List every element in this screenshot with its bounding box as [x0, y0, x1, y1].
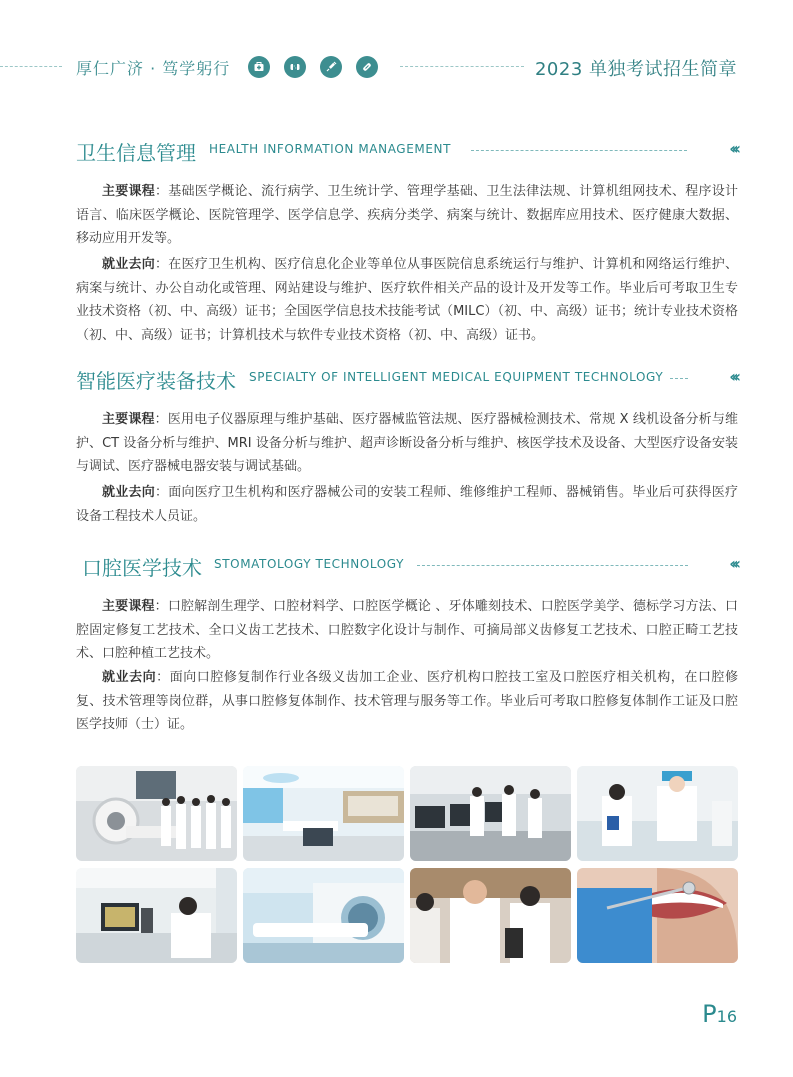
section-title-cn: 口腔医学技术 [82, 556, 202, 580]
photo-grid [76, 766, 738, 964]
section-stomatology-technology [0, 552, 793, 582]
courses-label: 主要课程 [102, 184, 156, 199]
courses-label: 主要课程 [102, 599, 155, 614]
photo-mri-scanner [243, 868, 404, 963]
courses-text: ：基础医学概论、流行病学、卫生统计学、管理学基础、卫生法律法规、计算机组网技术、程序设计语言、临床医学概论、医院管理学、医学信息学、疾病分类学、病案与统计、数据库应用技术、医疗健康大数据、移动应用开发等。 [76, 184, 738, 246]
chevron-left-icon: ‹‹‹ [729, 139, 737, 158]
section-title-en: HEALTH INFORMATION MANAGEMENT [209, 142, 452, 156]
section-divider [471, 150, 687, 151]
section-title-cn: 智能医疗装备技术 [76, 369, 236, 393]
section-divider [670, 378, 688, 379]
employment-label: 就业去向 [102, 670, 157, 685]
section-title-en: SPECIALTY OF INTELLIGENT MEDICAL EQUIPMENT TECHNOLOGY [249, 370, 664, 384]
courses-paragraph [76, 595, 738, 666]
section-heading [0, 365, 793, 395]
employment-label: 就业去向 [102, 257, 156, 272]
section-title-cn: 卫生信息管理 [76, 141, 196, 165]
employment-label: 就业去向 [102, 485, 156, 500]
page-number-value: 16 [716, 1007, 737, 1026]
bandage-icon [284, 56, 306, 78]
courses-text: ：医用电子仪器原理与维护基础、医疗器械监管法规、医疗器械检测技术、常规 X 线机设备分析与维护、CT 设备分析与维护、MRI 设备分析与维护、超声诊断设备分析与维护、核医学技术及设备、大型医疗设备安装与调试、医疗器械电器安装与调试基础。 [76, 412, 738, 474]
employment-paragraph [76, 666, 738, 737]
header-title: 2023 单独考试招生简章 [534, 59, 737, 80]
section-divider [417, 565, 688, 566]
pill-icon [356, 56, 378, 78]
syringe-icon [320, 56, 342, 78]
header-icon-row [248, 56, 378, 78]
photo-computer-lab [410, 766, 571, 861]
header-motto: 厚仁广济 · 笃学躬行 [76, 59, 231, 78]
chevron-left-icon: ‹‹‹ [729, 367, 737, 386]
page-number-prefix: P [702, 1000, 717, 1028]
header-divider-mid [400, 66, 524, 67]
photo-simulation-lab [243, 766, 404, 861]
courses-text: ：口腔解剖生理学、口腔材料学、口腔医学概论 、牙体雕刻技术、口腔医学美学、德标学习方法、口腔固定修复工艺技术、全口义齿工艺技术、口腔数字化设计与制作、可摘局部义齿修复工艺技术、口腔正畸工艺技术、口腔种植工艺技术。 [76, 599, 738, 661]
section-heading [0, 552, 793, 582]
photo-ct-lab-students [76, 766, 237, 861]
header-divider-left [0, 66, 62, 67]
employment-paragraph [76, 253, 738, 347]
employment-text: ：面向医疗卫生机构和医疗器械公司的安装工程师、维修维护工程师、器械销售。毕业后可获得医疗设备工程技术人员证。 [76, 485, 738, 524]
photo-dental-mirror [577, 868, 738, 963]
employment-text: ：在医疗卫生机构、医疗信息化企业等单位从事医院信息系统运行与维护、计算机和网络运行维护、病案与统计、办公自动化或管理、网站建设与维护、医疗软件相关产品的设计及开发等工作。毕业后可考取卫生专业技术资格（初、中、高级）证书；全国医学信息技术技能考试（MILC）（初、中、高级）证书；统计专业技术资格（初、中、高级）证书；计算机技术与软件专业技术资格（初、中、高级）证书。 [76, 257, 738, 343]
section-intelligent-medical-equipment [0, 365, 793, 395]
photo-dental-practice [577, 766, 738, 861]
section-title-en: STOMATOLOGY TECHNOLOGY [214, 557, 405, 571]
photo-teacher-microscope [410, 868, 571, 963]
courses-label: 主要课程 [102, 412, 155, 427]
courses-paragraph [76, 408, 738, 479]
employment-paragraph [76, 481, 738, 528]
section-health-information-management [0, 137, 793, 167]
page-number [702, 1000, 737, 1028]
courses-paragraph [76, 180, 738, 251]
chevron-left-icon: ‹‹‹ [729, 554, 737, 573]
employment-text: ：面向口腔修复制作行业各级义齿加工企业、医疗机构口腔技工室及口腔医疗相关机构，在口腔修复、技术管理等岗位群，从事口腔修复体制作、技术管理与服务等工作。毕业后可考取口腔修复体制作工证及口腔医学技师（士）证。 [76, 670, 738, 732]
photo-microscope-lab [76, 868, 237, 963]
section-heading [0, 137, 793, 167]
medical-box-icon [248, 56, 270, 78]
page-header [0, 0, 793, 110]
